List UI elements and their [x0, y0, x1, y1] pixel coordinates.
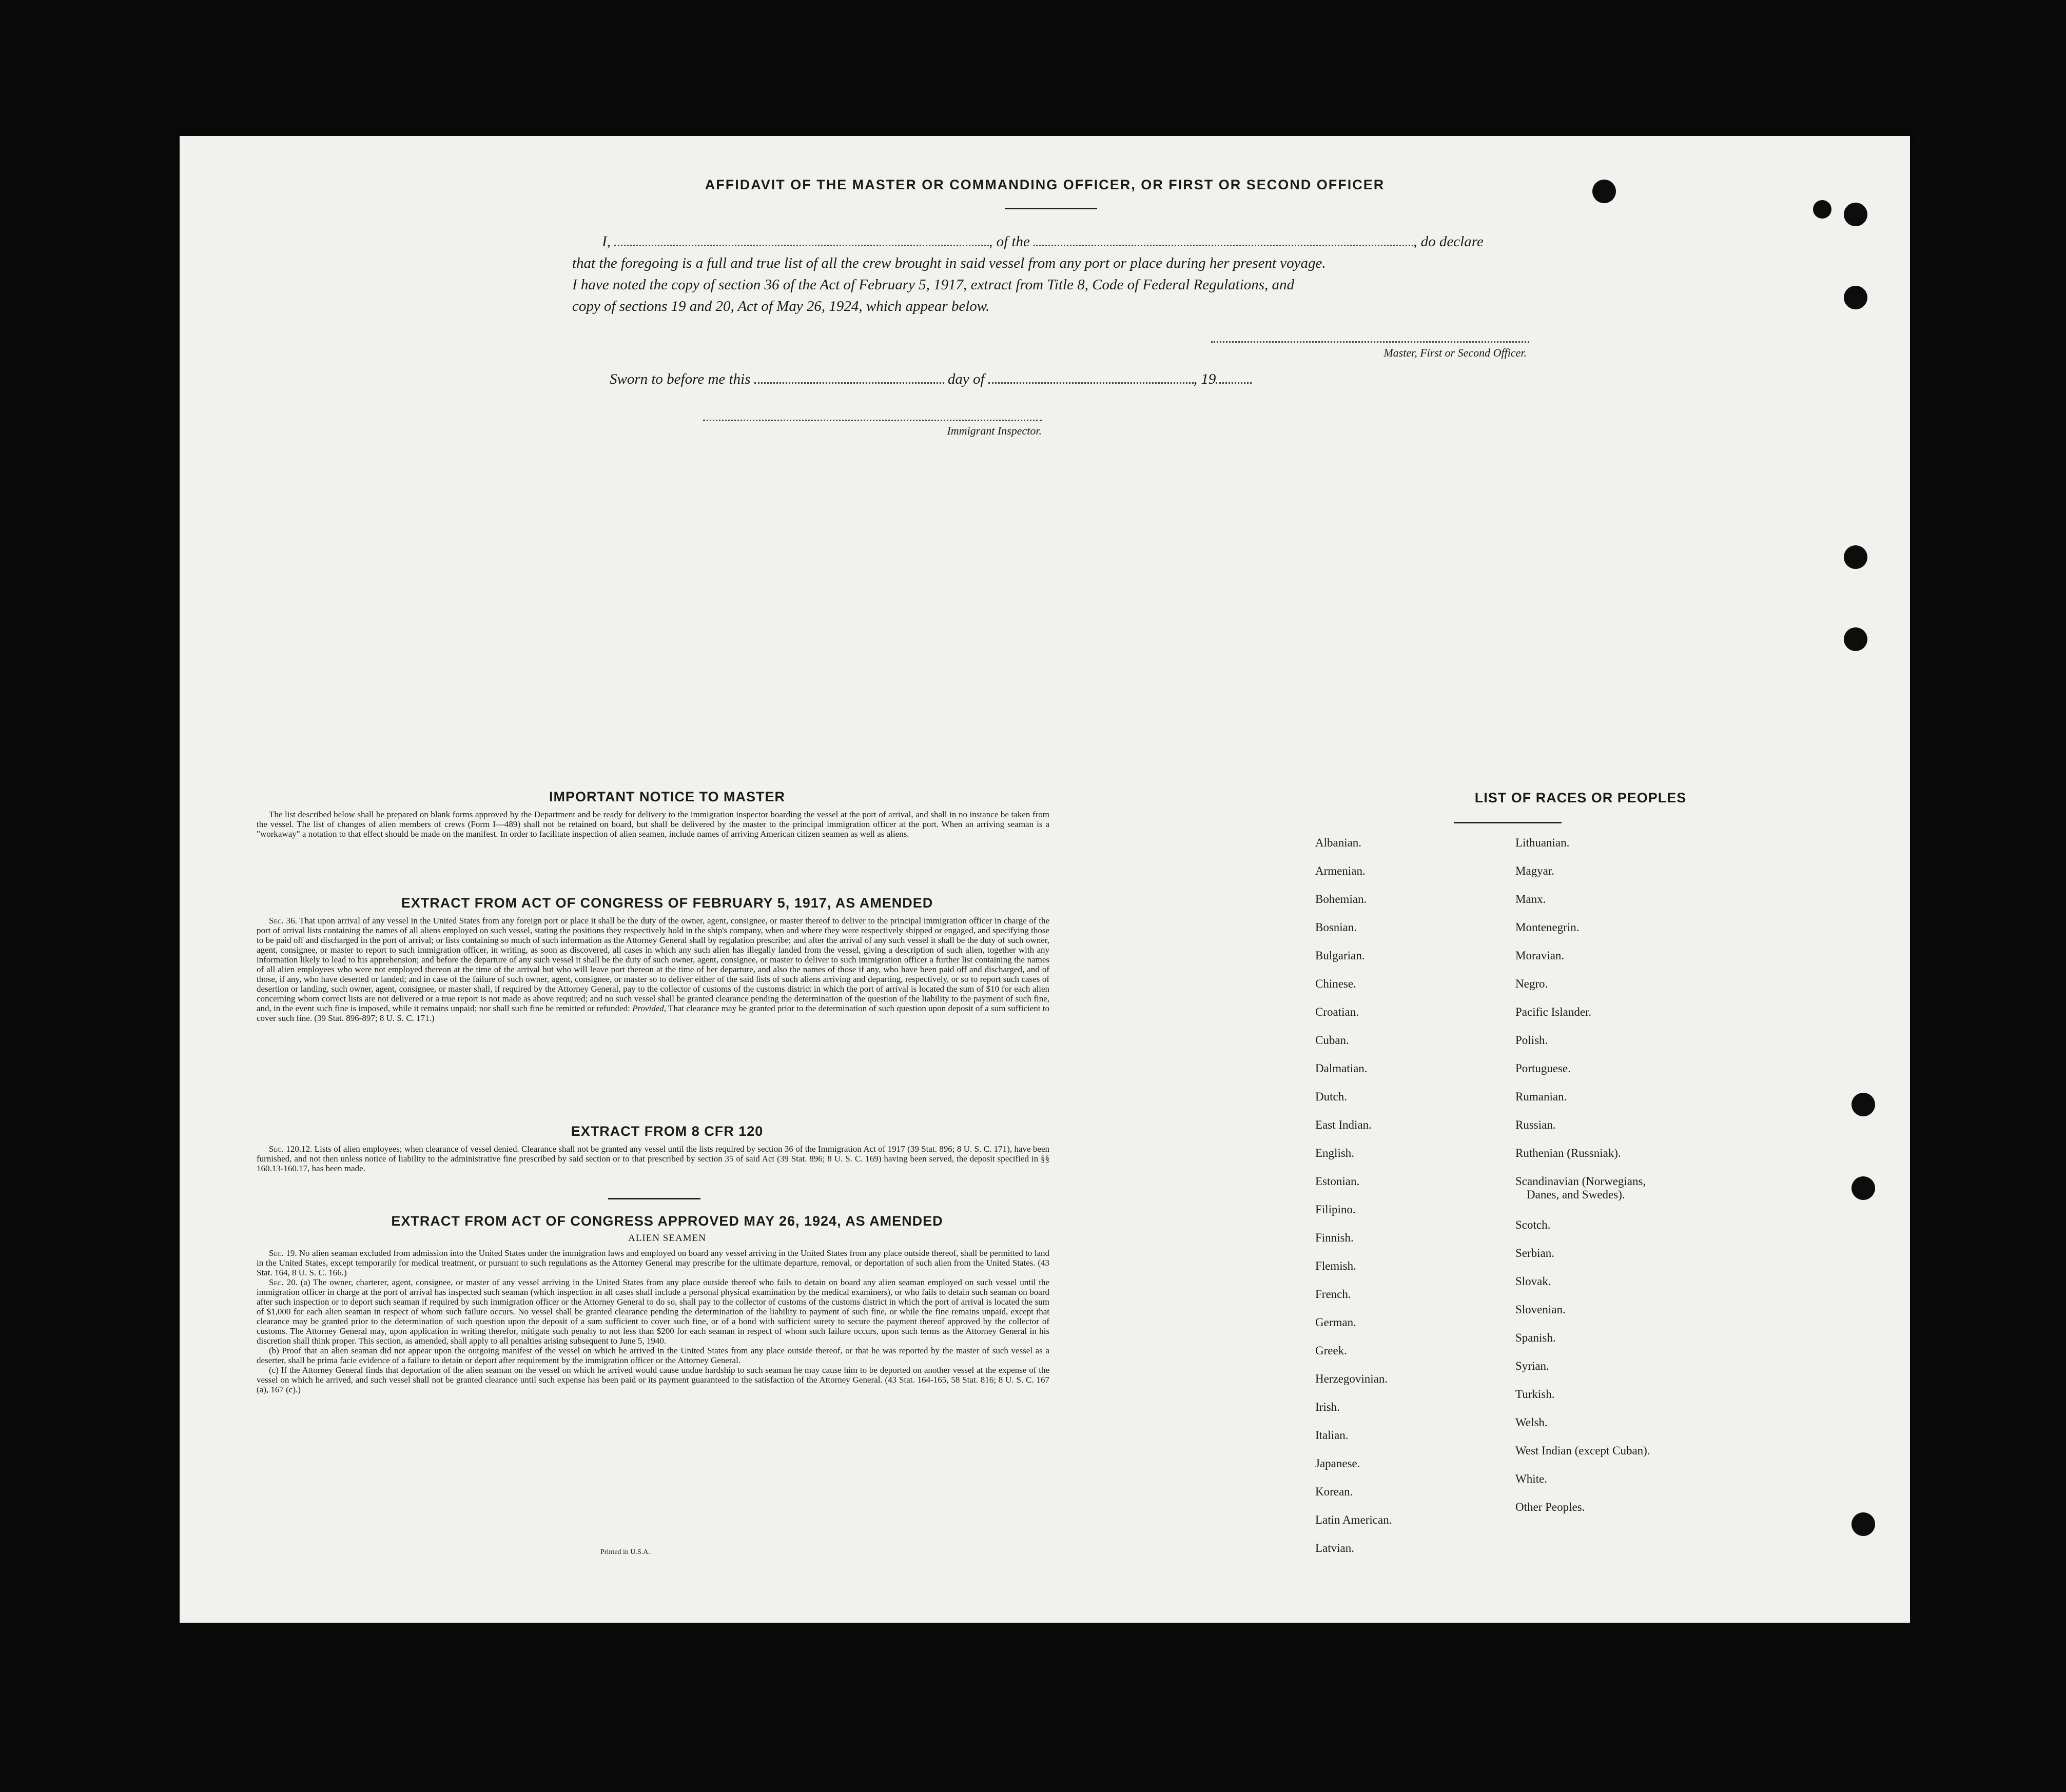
binder-hole [1844, 203, 1867, 226]
race-item: French. [1315, 1288, 1351, 1301]
race-item: Russian. [1515, 1118, 1556, 1131]
race-item: Manx. [1515, 893, 1546, 905]
affidavit-line-2: that the foregoing is a full and true list of all the crew brought in said vessel from any port or place during her present voyage. [572, 255, 1326, 271]
race-item: Albanian. [1315, 836, 1362, 849]
affidavit-line-3: I have noted the copy of section 36 of the Act of February 5, 1917, extract from Title 8, Code of Federal Regulations, and [572, 277, 1295, 293]
binder-hole [1844, 545, 1867, 569]
sec-20-text: (a) The owner, charterer, agent, consignee, or master of any vessel arriving in the United States from any place outside thereof who fails to detain on board any alien seaman employed on such vessel until the immigration officer in charge at the port of arrival has inspected such seaman (which inspection in all cases shall include a personal physical examination by the medical examiners), or who fails to detain such seaman on board after such inspection or to deport such seaman if required by such immigration officer or the Attorney General to do so, shall pay to the collector of customs of the customs district in which the port of arrival is located the sum of $1,000 for each alien seaman in respect of whom such failure occurs. No vessel shall be granted clearance pending the determination of the liability to payment of such fine, or while the fine remains unpaid, except that clearance may be granted prior to the determination of such question upon the deposit of a sum sufficient to cover such fine, or of a bond with sufficient surety to secure the payment thereof approved by the collector of customs. The Attorney General may, upon application in writing therefor, mitigate such penalty to not less than $200 for each seaman in respect of whom such failure occurs, upon such terms as the Attorney General in his discretion shall think proper. This section, as amended, shall apply to all penalties arising subsequent to June 5, 1940. [257, 1277, 1050, 1346]
sworn-year-blank[interactable] [1216, 379, 1252, 384]
race-item: Cuban. [1315, 1034, 1349, 1047]
sec-20-b-paragraph: (b) Proof that an alien seaman did not appear upon the outgoing manifest of the vessel on which he arrived in the United States from any place outside thereof, or that he was reported by the master of such vessel as a deserter, shall be prima facie evidence of a failure to detain or deport after requirement by the immigration officer or the Attorney General. [257, 1346, 1049, 1365]
notice-title: IMPORTANT NOTICE TO MASTER [549, 789, 785, 804]
sec-36-label: Sec. 36. [269, 916, 297, 925]
race-item: Chinese. [1315, 977, 1356, 990]
race-item: Finnish. [1315, 1231, 1354, 1244]
race-item: Serbian. [1515, 1247, 1555, 1259]
race-item: Lithuanian. [1515, 836, 1570, 849]
race-item: Dalmatian. [1315, 1062, 1368, 1075]
race-item: Filipino. [1315, 1203, 1356, 1216]
sec-36-provided: Provided, [632, 1003, 666, 1013]
race-item: German. [1315, 1316, 1356, 1329]
extract-1917-title: EXTRACT FROM ACT OF CONGRESS OF FEBRUARY 5, 1917, AS AMENDED [401, 895, 933, 911]
extract-1917-body [257, 916, 1049, 1023]
sworn-day-of: day of [947, 371, 985, 387]
race-item: Slovak. [1515, 1275, 1551, 1288]
race-item: Polish. [1515, 1034, 1548, 1047]
race-item: Flemish. [1315, 1259, 1356, 1272]
sec-36-text: That upon arrival of any vessel in the United States from any foreign port or place it shall be the duty of the owner, agent, consignee, or master thereof to deliver to the principal immigration officer in charge of the port of arrival lists containing the names of all aliens employed on such vessel, stating the positions they respectively hold in the ship's company, when and where they were respectively shipped or engaged, and specifying those to be paid off and discharged in the port of arrival; or lists containing so much of such information as the Attorney General shall by regulation prescribe; and after the arrival of any such vessel it shall be the duty of such owner, agent, consignee, or master to report to such immigration officer, in writing, as soon as discovered, all cases in which any such alien has illegally landed from the vessel, giving a description of such alien, together with any information likely to lead to his apprehension; and before the departure of any such vessel it shall be the duty of such owner, agent, consignee, or master to deliver to such immigration officer a further list containing the names of all alien employees who were not employed thereon at the time of the arrival but who will leave port thereon at the time of her departure, and also the names of those if any, who have been paid off and discharged, and of those, if any, who have deserted or landed; and in case of the failure of such owner, agent, consignee, or master so to deliver either of the said lists of such aliens arriving and departing, respectively, or so to report such cases of desertion or landing, such owner, agent, consignee, or master shall, if required by the Attorney General, pay to the collector of customs of the customs district in which the port of arrival is located the sum of $10 for each alien concerning whom correct lists are not delivered or a true report is not made as above required; and no such vessel shall be granted clearance pending the determination of the question of the liability to the payment of such fine, and, in the event such fine is imposed, while it remains unpaid; nor shall such fine be remitted or refunded: [257, 916, 1049, 1013]
race-item: Pacific Islander. [1515, 1006, 1592, 1018]
sec-120-12-text: Lists of alien employees; when clearance of vessel denied. Clearance shall not be granted any vessel until the lists required by section 36 of the Immigration Act of 1917 (39 Stat. 896; 8 U. S. C. 171), have been furnished, and not then unless notice of liability to the administrative fine prescribed by said section or to that prescribed by section 35 of said Act (39 Stat. 896; 8 U. S. C. 169) having been served, the deposit specified in §§ 160.13-160.17, has been made. [257, 1144, 1049, 1173]
affidavit-title-rule [1005, 208, 1097, 209]
race-item: Rumanian. [1515, 1090, 1567, 1103]
race-item: Estonian. [1315, 1175, 1360, 1188]
affidavit-line-1 [572, 231, 1516, 252]
inspector-signature-label: Immigrant Inspector. [947, 424, 1042, 437]
extract-1924-body [257, 1248, 1049, 1394]
race-item: Greek. [1315, 1344, 1347, 1357]
race-item: White. [1515, 1472, 1547, 1485]
race-item: Slovenian. [1515, 1303, 1566, 1316]
race-item: Ruthenian (Russniak). [1515, 1147, 1621, 1159]
affidavit-line-4: copy of sections 19 and 20, Act of May 26, 1924, which appear below. [572, 298, 990, 314]
race-item: Other Peoples. [1515, 1501, 1585, 1513]
master-signature-label: Master, First or Second Officer. [1383, 346, 1527, 359]
race-item: Magyar. [1515, 864, 1555, 877]
race-item: Bosnian. [1315, 921, 1357, 934]
sec-120-12-label: Sec. 120.12. [269, 1144, 313, 1154]
binder-hole [1813, 200, 1831, 219]
race-item: Latvian. [1315, 1542, 1354, 1554]
race-item: Spanish. [1515, 1331, 1556, 1344]
binder-hole [1851, 1093, 1875, 1116]
race-item: Montenegrin. [1515, 921, 1580, 934]
binder-hole [1592, 180, 1616, 203]
binder-hole [1844, 286, 1867, 309]
race-item: Dutch. [1315, 1090, 1347, 1103]
affidavit-title: AFFIDAVIT OF THE MASTER OR COMMANDING OFFICER, OR FIRST OR SECOND OFFICER [705, 177, 1385, 192]
master-signature-line[interactable] [1211, 341, 1529, 343]
races-title-rule [1454, 822, 1562, 823]
sec-36-tail: That clearance may be granted prior to the determination of such question upon deposit of a sum sufficient to cover such fine. (39 Stat. 896-897; 8 U. S. C. 171.) [257, 1003, 1049, 1023]
race-item: Syrian. [1515, 1360, 1549, 1372]
race-item: Japanese. [1315, 1457, 1360, 1470]
race-item: Armenian. [1315, 864, 1366, 877]
sec-120-12-paragraph [257, 1144, 1049, 1173]
notice-body [257, 810, 1049, 839]
affidavit-statement [572, 231, 1516, 317]
sec-20-c-paragraph: (c) If the Attorney General finds that deportation of the alien seaman on the vessel on which he arrived would cause undue hardship to such seaman he may cause him to be deported on another vessel at the expense of the vessel on which he arrived, and such vessel shall not be granted clearance until such expense has been paid or its payment guaranteed to the satisfaction of the Attorney General. (43 Stat. 164-165, 58 Stat. 816; 8 U. S. C. 167 (a), 167 (c).) [257, 1365, 1049, 1394]
race-item: Bulgarian. [1315, 949, 1365, 962]
affidavit-do-declare: , do declare [1413, 233, 1484, 250]
race-item: Scandinavian (Norwegians, [1515, 1175, 1646, 1188]
affidavit-of-the: , of the [989, 233, 1030, 250]
races-title: LIST OF RACES OR PEOPLES [1474, 790, 1687, 805]
race-item: Scotch. [1515, 1218, 1551, 1231]
sworn-month-blank[interactable] [988, 379, 1194, 384]
notice-paragraph: The list described below shall be prepared on blank forms approved by the Department and be ready for delivery to the immigration inspector boarding the vessel at the port of arrival, and shall in no instance be taken from the vessel. The list of changes of alien members of crews (Form I—489) shall not be retained on board, but shall be delivered by the master to the principal immigration officer at the port. When an arriving seaman is a "workaway" a notation to that effect should be made on the manifest. In order to facilitate inspection of alien seamen, include names of arriving American citizen seamen as well as aliens. [257, 810, 1049, 839]
printed-in-usa: Printed in U.S.A. [600, 1548, 650, 1556]
race-item: Croatian. [1315, 1006, 1359, 1018]
sworn-year-prefix: , 19 [1193, 371, 1216, 387]
sec-19-paragraph [257, 1248, 1049, 1277]
race-item: Turkish. [1515, 1388, 1555, 1401]
race-item: Herzegovinian. [1315, 1372, 1388, 1385]
sworn-day-blank[interactable] [754, 379, 944, 384]
sec-19-label: Sec. 19. [269, 1248, 297, 1258]
sec-20-label: Sec. 20. [269, 1277, 298, 1287]
affidavit-i: I, [602, 233, 611, 250]
sworn-statement [610, 371, 1431, 388]
extract-1924-title: EXTRACT FROM ACT OF CONGRESS APPROVED MAY 26, 1924, AS AMENDED [391, 1213, 943, 1229]
inspector-signature-line[interactable] [703, 420, 1042, 421]
race-item: English. [1315, 1147, 1355, 1159]
sec-19-text: No alien seaman excluded from admission into the United States under the immigration laws and employed on board any vessel arriving in the United States from any place outside thereof, shall be permitted to land in the United States, except temporarily for medical treatment, or pursuant to such regulations as the Attorney General may prescribe for the ultimate departure, removal, or deportation of such alien from the United States. (43 Stat. 164, 8 U. S. C. 166.) [257, 1248, 1049, 1277]
race-item: Italian. [1315, 1429, 1349, 1442]
race-item: Negro. [1515, 977, 1548, 990]
race-item: Irish. [1315, 1401, 1340, 1413]
race-item: Bohemian. [1315, 893, 1367, 905]
vessel-name-blank[interactable] [1034, 242, 1413, 246]
extract-cfr-body [257, 1144, 1049, 1173]
binder-hole [1851, 1512, 1875, 1536]
race-item: Moravian. [1515, 949, 1565, 962]
race-item: East Indian. [1315, 1118, 1372, 1131]
race-item: Latin American. [1315, 1513, 1392, 1526]
race-item: Portuguese. [1515, 1062, 1571, 1075]
binder-hole [1851, 1176, 1875, 1200]
document-page [180, 136, 1910, 1623]
binder-hole [1844, 627, 1867, 651]
race-item: Danes, and Swedes). [1527, 1188, 1625, 1201]
extract-cfr-title: EXTRACT FROM 8 CFR 120 [571, 1124, 764, 1139]
sec-20-paragraph [257, 1277, 1049, 1346]
race-item: Welsh. [1515, 1416, 1548, 1429]
officer-name-blank[interactable] [614, 242, 989, 246]
race-item: Korean. [1315, 1485, 1353, 1498]
sworn-prefix: Sworn to before me this [610, 371, 751, 387]
sec-36-paragraph [257, 916, 1049, 1023]
race-item: West Indian (except Cuban). [1515, 1444, 1650, 1457]
alien-seamen-subtitle: ALIEN SEAMEN [628, 1233, 706, 1244]
extract-1924-rule [608, 1198, 700, 1199]
